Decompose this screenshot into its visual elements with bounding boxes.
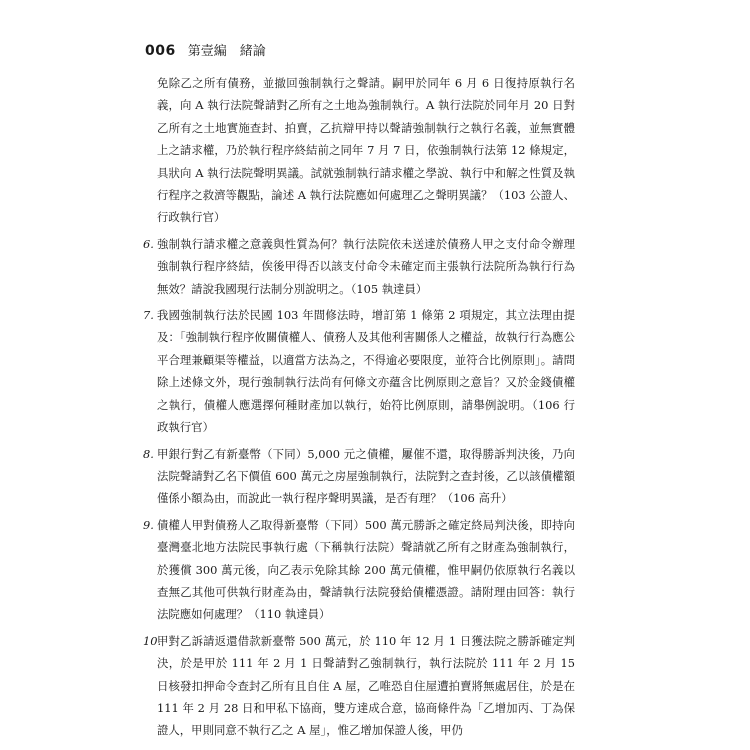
- question-number: 7.: [143, 308, 154, 323]
- question-number: 9.: [143, 517, 154, 532]
- question-item: [143, 443, 575, 510]
- question-text: 債權人甲對債務人乙取得新臺幣（下同）500 萬元勝訴之確定終局判決後，即持向臺灣臺北地方法院民事執行處（下稱執行法院）聲請就乙所有之財產為強制執行，於獲償 300 萬元後，向乙表示免除其餘 200 萬元債權，惟甲嗣仍依原執行名義以查無乙其他可供執行財產為由，聲請執行法院發給債權憑證。請附理由回答：執行法院應如何處理？（110 執達員）: [157, 517, 575, 622]
- question-number: 10.: [143, 633, 162, 648]
- page-number: 006: [145, 43, 176, 59]
- question-text: 強制執行請求權之意義與性質為何？執行法院依未送達於債務人甲之支付命令辦理強制執行程序終結，俟後甲得否以該支付命令未確定而主張執行法院所為執行行為無效？請說我國現行法制分別說明之。（105 執達員）: [157, 236, 575, 296]
- question-item: [143, 304, 575, 438]
- page-header: [145, 40, 266, 59]
- question-list: [143, 72, 575, 746]
- section-title: 第壹編 緒論: [187, 44, 266, 59]
- question-number: 8.: [143, 446, 154, 461]
- question-text: 甲對乙訴請返還借款新臺幣 500 萬元，於 110 年 12 月 1 日獲法院之勝訴確定判決，於是甲於 111 年 2 月 1 日聲請對乙強制執行，執行法院於 111 年 2 月 15 日核發扣押命令查封乙所有且自住 A 屋，乙唯恐自住屋遭拍賣將無處居住，於是在 111 年 2 月 28 日和甲私下協商，雙方達成合意，協商條件為「乙增加丙、丁為保證人，甲則同意不執行乙之 A 屋」，惟乙增加保證人後，甲仍: [157, 633, 575, 738]
- question-number: 6.: [143, 236, 154, 251]
- question-item: [143, 233, 575, 300]
- question-text: 我國強制執行法於民國 103 年間修法時，增訂第 1 條第 2 項規定，其立法理由提及：「強制執行程序攸關債權人、債務人及其他利害關係人之權益，故執行行為應公平合理兼顧渠等權益，以適當方法為之，不得逾必要限度，並符合比例原則」。請問除上述條文外，現行強制執行法尚有何條文亦蘊含比例原則之意旨？又於金錢債權之執行，債權人應選擇何種財產加以執行，始符比例原則，請舉例說明。（106 行政執行官）: [157, 308, 575, 435]
- question-item: [143, 630, 575, 742]
- question-item: [143, 514, 575, 626]
- question-text: 甲銀行對乙有新臺幣（下同）5,000 元之債權，屢催不還，取得勝訴判決後，乃向法院聲請對乙名下價值 600 萬元之房屋強制執行，法院對之查封後，乙以該債權額僅係小額為由，而說此一執行程序聲明異議，是否有理？（106 高升）: [157, 446, 575, 506]
- continued-question-text: 免除乙之所有債務，並撤回強制執行之聲請。嗣甲於同年 6 月 6 日復持原執行名義，向 A 執行法院聲請對乙所有之土地為強制執行。A 執行法院於同年月 20 日對乙所有之土地實施查封、拍賣，乙抗辯甲持以聲請強制執行之執行名義，並無實體上之請求權，乃於執行程序終結前之同年 7 月 7 日，依強制執行法第 12 條規定，具狀向 A 執行法院聲明異議。試就強制執行請求權之學說、執行中和解之性質及執行程序之救濟等觀點，論述 A 執行法院應如何處理乙之聲明異議？（103 公證人、行政執行官）: [157, 76, 575, 225]
